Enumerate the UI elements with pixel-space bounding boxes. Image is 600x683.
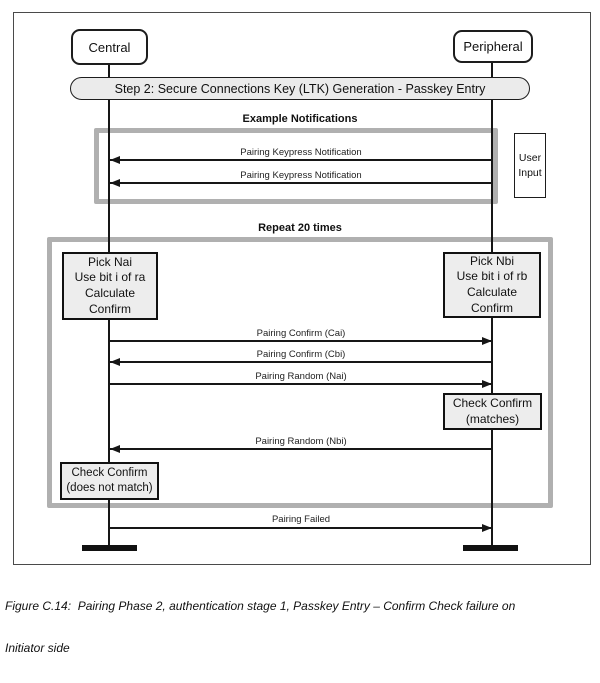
actor-peripheral: Peripheral <box>453 30 533 63</box>
process-box-pick-nai <box>62 252 158 320</box>
pick-nbi-line1: Pick Nbi <box>469 253 514 268</box>
notifications-group-outline <box>94 128 498 204</box>
user-input-line1: User <box>518 152 542 165</box>
process-box-pick-nbi <box>443 252 541 318</box>
pick-nai-line1: Pick Nai <box>87 254 132 269</box>
message-arrow-keypress-2 <box>110 182 492 184</box>
message-label-pairing-failed: Pairing Failed <box>271 514 331 525</box>
message-arrow-pairing-random-nbi <box>110 448 492 450</box>
pick-nbi-line3: Calculate <box>466 285 518 299</box>
pick-nai-line2: Use bit i of ra <box>74 270 146 285</box>
user-input-box <box>514 133 546 198</box>
central-lifeline-end-bar <box>82 545 137 551</box>
actor-central: Central <box>71 29 148 65</box>
check-matches-line2: (matches) <box>465 411 520 426</box>
message-label-pairing-confirm-cbi: Pairing Confirm (Cbi) <box>256 349 346 360</box>
user-input-line2: Input <box>518 166 542 179</box>
step-banner: Step 2: Secure Connections Key (LTK) Generation - Passkey Entry <box>70 77 530 100</box>
message-arrow-keypress-1 <box>110 159 492 161</box>
process-box-check-confirm-no-match <box>60 462 159 500</box>
pick-nbi-line2: Use bit i of rb <box>456 269 528 284</box>
figure-caption-line2: Initiator side <box>5 641 70 655</box>
pick-nbi-line4: Confirm <box>470 300 513 315</box>
peripheral-lifeline-end-bar <box>463 545 518 551</box>
message-label-pairing-random-nbi: Pairing Random (Nbi) <box>255 436 347 447</box>
figure-caption-line1: Figure C.14: Pairing Phase 2, authentication stage 1, Passkey Entry – Confirm Check failure on <box>5 599 516 613</box>
check-matches-line1: Check Confirm <box>452 395 533 410</box>
repeat-section-title: Repeat 20 times <box>258 222 342 234</box>
message-arrow-pairing-random-nai <box>110 383 492 385</box>
check-nomatch-line2: (does not match) <box>66 482 153 494</box>
notifications-section-title: Example Notifications <box>242 113 358 125</box>
process-box-check-confirm-matches <box>443 393 542 430</box>
message-label-pairing-confirm-cai: Pairing Confirm (Cai) <box>256 328 346 339</box>
message-label-keypress-2: Pairing Keypress Notification <box>240 170 362 181</box>
check-nomatch-line1: Check Confirm <box>71 467 148 480</box>
pick-nai-line4: Confirm <box>88 301 131 316</box>
message-arrow-pairing-confirm-cbi <box>110 361 492 363</box>
message-arrow-pairing-failed <box>110 527 492 529</box>
message-arrow-pairing-confirm-cai <box>110 340 492 342</box>
figure-caption <box>5 571 597 683</box>
pick-nai-line3: Calculate <box>84 286 136 300</box>
message-label-pairing-random-nai: Pairing Random (Nai) <box>255 371 347 382</box>
message-label-keypress-1: Pairing Keypress Notification <box>240 147 362 158</box>
